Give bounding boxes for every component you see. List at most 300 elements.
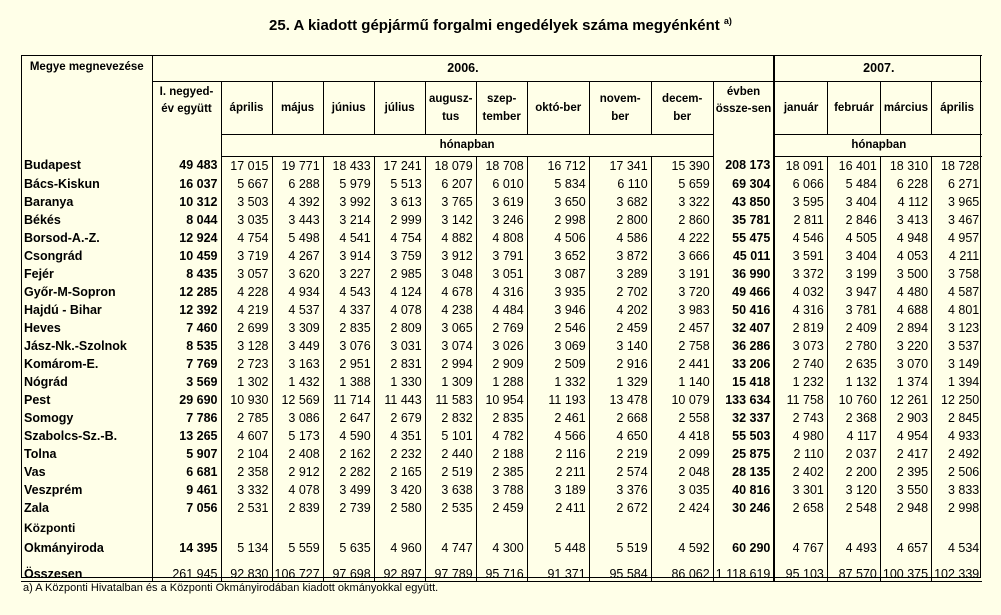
q1-value: 5 907: [152, 445, 221, 463]
month-value: 3 035: [651, 481, 713, 499]
month-value: 3 065: [425, 319, 476, 337]
month-value: 11 193: [527, 391, 589, 409]
month-value: 1 394: [932, 373, 983, 391]
month-value: 3 372: [774, 265, 827, 283]
month-value: 2 574: [589, 463, 651, 481]
county-name: Okmányiroda: [24, 540, 104, 555]
month-value: 18 079: [425, 156, 476, 175]
month-value: 3 914: [323, 247, 374, 265]
month-value: 3 449: [272, 337, 323, 355]
month-value: 2 200: [827, 463, 880, 481]
month-value: 2 282: [323, 463, 374, 481]
month-header-2007: március: [880, 82, 931, 135]
month-value: 4 767: [774, 535, 827, 555]
month-value: 2 951: [323, 355, 374, 373]
month-value: 2 835: [323, 319, 374, 337]
q1-value: 29 690: [152, 391, 221, 409]
month-value: 95 584: [589, 559, 651, 582]
month-value: 5 498: [272, 229, 323, 247]
month-value: 106 727: [272, 559, 323, 582]
table-row: [21, 427, 982, 445]
month-value: 2 835: [476, 409, 527, 427]
month-value: 2 417: [880, 445, 931, 463]
q1-value: 7 460: [152, 319, 221, 337]
month-value: 3 912: [425, 247, 476, 265]
office-label-row: [21, 517, 982, 535]
month-value: 92 830: [221, 559, 272, 582]
empty-cell: [374, 517, 425, 535]
table-row: [21, 319, 982, 337]
month-value: 3 149: [932, 355, 983, 373]
month-value: 2 845: [932, 409, 983, 427]
month-value: 4 541: [323, 229, 374, 247]
month-value: 2 457: [651, 319, 713, 337]
month-value: 4 211: [932, 247, 983, 265]
month-value: 4 808: [476, 229, 527, 247]
month-value: 2 165: [374, 463, 425, 481]
q1-value: 10 312: [152, 193, 221, 211]
month-value: 2 839: [272, 499, 323, 517]
month-value: 2 894: [880, 319, 931, 337]
month-value: 4 222: [651, 229, 713, 247]
q1-value: 49 483: [152, 156, 221, 175]
month-value: 2 832: [425, 409, 476, 427]
month-value: 6 288: [272, 175, 323, 193]
month-value: 3 666: [651, 247, 713, 265]
month-value: 3 120: [827, 481, 880, 499]
county-name: Komárom-E.: [24, 356, 99, 371]
month-value: 2 519: [425, 463, 476, 481]
month-value: 4 053: [880, 247, 931, 265]
empty-cell: [774, 517, 827, 535]
month-header-2006: május: [272, 82, 323, 135]
month-header-2006: szep-tember: [476, 82, 527, 135]
month-value: 4 590: [323, 427, 374, 445]
month-value: 3 199: [827, 265, 880, 283]
table-row: [21, 265, 982, 283]
month-value: 2 647: [323, 409, 374, 427]
month-value: 3 073: [774, 337, 827, 355]
month-value: 3 301: [774, 481, 827, 499]
month-value: 3 638: [425, 481, 476, 499]
empty-cell: [827, 517, 880, 535]
table-row: [21, 175, 982, 193]
month-value: 2 546: [527, 319, 589, 337]
q1-value: 7 056: [152, 499, 221, 517]
annual-value: 33 206: [713, 355, 774, 373]
month-value: 100 375: [880, 559, 931, 582]
month-value: 2 411: [527, 499, 589, 517]
month-value: 2 461: [527, 409, 589, 427]
month-value: 3 791: [476, 247, 527, 265]
month-value: 2 679: [374, 409, 425, 427]
month-value: 3 376: [589, 481, 651, 499]
county-name: Hajdú - Bihar: [24, 302, 102, 317]
month-value: 18 433: [323, 156, 374, 175]
month-value: 5 659: [651, 175, 713, 193]
month-value: 2 658: [774, 499, 827, 517]
month-value: 4 228: [221, 283, 272, 301]
month-value: 4 754: [374, 229, 425, 247]
month-value: 3 289: [589, 265, 651, 283]
month-value: 4 933: [932, 427, 983, 445]
empty-cell: [323, 517, 374, 535]
month-value: 2 909: [476, 355, 527, 373]
empty-cell: [425, 517, 476, 535]
month-value: 3 833: [932, 481, 983, 499]
month-value: 2 116: [527, 445, 589, 463]
registration-table: [21, 55, 982, 582]
month-value: 3 051: [476, 265, 527, 283]
empty-cell: [589, 517, 651, 535]
month-value: 2 441: [651, 355, 713, 373]
month-value: 4 117: [827, 427, 880, 445]
month-value: 6 271: [932, 175, 983, 193]
month-value: 4 032: [774, 283, 827, 301]
month-value: 18 708: [476, 156, 527, 175]
annual-value: 30 246: [713, 499, 774, 517]
month-value: 6 110: [589, 175, 651, 193]
month-value: 4 980: [774, 427, 827, 445]
month-value: 4 546: [774, 229, 827, 247]
month-value: 13 478: [589, 391, 651, 409]
q1-value: 12 285: [152, 283, 221, 301]
month-value: 18 310: [880, 156, 931, 175]
month-value: 2 916: [589, 355, 651, 373]
q1-header: I. negyed-év együtt: [152, 82, 221, 157]
month-value: 3 035: [221, 211, 272, 229]
month-value: 2 037: [827, 445, 880, 463]
month-value: 2 395: [880, 463, 931, 481]
month-value: 2 535: [425, 499, 476, 517]
month-value: 2 558: [651, 409, 713, 427]
month-value: 4 957: [932, 229, 983, 247]
month-value: 5 667: [221, 175, 272, 193]
month-header-2006: augusz-tus: [425, 82, 476, 135]
month-value: 3 128: [221, 337, 272, 355]
month-value: 2 219: [589, 445, 651, 463]
month-value: 6 207: [425, 175, 476, 193]
month-value: 4 607: [221, 427, 272, 445]
month-value: 3 500: [880, 265, 931, 283]
annual-value: 55 475: [713, 229, 774, 247]
month-value: 5 979: [323, 175, 374, 193]
month-value: 17 341: [589, 156, 651, 175]
month-value: 3 026: [476, 337, 527, 355]
month-value: 6 066: [774, 175, 827, 193]
month-value: 3 443: [272, 211, 323, 229]
month-value: 3 965: [932, 193, 983, 211]
month-value: 1 132: [827, 373, 880, 391]
month-header-2006: április: [221, 82, 272, 135]
month-value: 5 101: [425, 427, 476, 445]
month-value: 10 930: [221, 391, 272, 409]
monthly-label-2007: hónapban: [774, 135, 982, 156]
month-value: 3 788: [476, 481, 527, 499]
month-value: 92 897: [374, 559, 425, 582]
month-value: 3 720: [651, 283, 713, 301]
month-value: 3 946: [527, 301, 589, 319]
annual-value: 50 416: [713, 301, 774, 319]
month-value: 2 580: [374, 499, 425, 517]
month-value: 2 048: [651, 463, 713, 481]
month-value: 1 288: [476, 373, 527, 391]
month-value: 1 329: [589, 373, 651, 391]
month-value: 3 076: [323, 337, 374, 355]
month-value: 12 250: [932, 391, 983, 409]
month-value: 4 267: [272, 247, 323, 265]
month-value: 2 769: [476, 319, 527, 337]
month-value: 3 048: [425, 265, 476, 283]
month-value: 1 302: [221, 373, 272, 391]
month-value: 3 719: [221, 247, 272, 265]
month-value: 16 712: [527, 156, 589, 175]
month-value: 3 650: [527, 193, 589, 211]
month-value: 4 202: [589, 301, 651, 319]
month-value: 2 440: [425, 445, 476, 463]
month-value: 16 401: [827, 156, 880, 175]
month-value: 2 758: [651, 337, 713, 355]
month-value: 3 682: [589, 193, 651, 211]
month-value: 2 780: [827, 337, 880, 355]
empty-cell: [932, 517, 983, 535]
annual-value: 60 290: [713, 535, 774, 555]
q1-value: 8 535: [152, 337, 221, 355]
month-value: 4 754: [221, 229, 272, 247]
month-value: 4 934: [272, 283, 323, 301]
annual-value: 28 135: [713, 463, 774, 481]
month-value: 2 162: [323, 445, 374, 463]
month-value: 3 140: [589, 337, 651, 355]
empty-cell: [527, 517, 589, 535]
month-value: 3 595: [774, 193, 827, 211]
q1-value: 7 769: [152, 355, 221, 373]
month-value: 4 316: [774, 301, 827, 319]
month-value: 1 432: [272, 373, 323, 391]
month-value: 2 811: [774, 211, 827, 229]
month-value: 3 619: [476, 193, 527, 211]
month-value: 3 613: [374, 193, 425, 211]
q1-value: 9 461: [152, 481, 221, 499]
month-value: 4 219: [221, 301, 272, 319]
month-value: 11 443: [374, 391, 425, 409]
month-value: 2 903: [880, 409, 931, 427]
month-value: 4 587: [932, 283, 983, 301]
empty-cell: [152, 517, 221, 535]
month-value: 2 424: [651, 499, 713, 517]
month-value: 3 309: [272, 319, 323, 337]
month-value: 4 484: [476, 301, 527, 319]
month-value: 3 163: [272, 355, 323, 373]
county-name: Borsod-A.-Z.: [24, 230, 100, 245]
q1-value: 13 265: [152, 427, 221, 445]
table-row: [21, 211, 982, 229]
q1-value: 7 786: [152, 409, 221, 427]
month-value: 3 191: [651, 265, 713, 283]
county-name: Jász-Nk.-Szolnok: [24, 338, 127, 353]
table-row: [21, 445, 982, 463]
month-value: 4 543: [323, 283, 374, 301]
month-value: 1 309: [425, 373, 476, 391]
table-row: [21, 373, 982, 391]
county-name: Bács-Kiskun: [24, 176, 100, 191]
month-value: 4 112: [880, 193, 931, 211]
month-value: 95 716: [476, 559, 527, 582]
month-value: 3 220: [880, 337, 931, 355]
month-header-2006: novem-ber: [589, 82, 651, 135]
title-note: a): [723, 16, 732, 26]
month-value: 3 142: [425, 211, 476, 229]
month-value: 2 809: [374, 319, 425, 337]
month-value: 2 548: [827, 499, 880, 517]
month-header-2006: októ-ber: [527, 82, 589, 135]
annual-value: 35 781: [713, 211, 774, 229]
annual-value: 40 816: [713, 481, 774, 499]
month-value: 3 332: [221, 481, 272, 499]
empty-cell: [476, 517, 527, 535]
month-value: 4 537: [272, 301, 323, 319]
q1-value: 6 681: [152, 463, 221, 481]
month-value: 97 789: [425, 559, 476, 582]
month-value: 3 947: [827, 283, 880, 301]
county-name: Vas: [24, 464, 46, 479]
month-value: 3 620: [272, 265, 323, 283]
annual-value: 32 337: [713, 409, 774, 427]
empty-cell: [221, 517, 272, 535]
month-value: 4 124: [374, 283, 425, 301]
month-value: 4 586: [589, 229, 651, 247]
month-value: 4 480: [880, 283, 931, 301]
month-value: 3 031: [374, 337, 425, 355]
month-value: 2 459: [589, 319, 651, 337]
month-value: 6 010: [476, 175, 527, 193]
month-value: 11 583: [425, 391, 476, 409]
month-value: 1 232: [774, 373, 827, 391]
month-value: 5 635: [323, 535, 374, 555]
month-value: 2 099: [651, 445, 713, 463]
table-row: [21, 247, 982, 265]
table-row: [21, 463, 982, 481]
empty-cell: [713, 517, 774, 535]
empty-cell: [272, 517, 323, 535]
month-value: 2 459: [476, 499, 527, 517]
county-column-header: Megye megnevezése: [21, 56, 152, 157]
month-value: 2 999: [374, 211, 425, 229]
month-header-2006: június: [323, 82, 374, 135]
annual-value: 49 466: [713, 283, 774, 301]
month-value: 2 492: [932, 445, 983, 463]
month-value: 2 912: [272, 463, 323, 481]
month-value: 2 668: [589, 409, 651, 427]
month-value: 4 650: [589, 427, 651, 445]
month-value: 5 519: [589, 535, 651, 555]
empty-cell: [651, 517, 713, 535]
month-value: 2 385: [476, 463, 527, 481]
month-value: 3 872: [589, 247, 651, 265]
month-value: 3 765: [425, 193, 476, 211]
month-value: 2 998: [527, 211, 589, 229]
month-value: 95 103: [774, 559, 827, 582]
county-name: Baranya: [24, 194, 74, 209]
annual-value: 15 418: [713, 373, 774, 391]
month-value: 2 531: [221, 499, 272, 517]
month-value: 2 188: [476, 445, 527, 463]
month-value: 2 672: [589, 499, 651, 517]
month-value: 3 503: [221, 193, 272, 211]
month-value: 10 954: [476, 391, 527, 409]
month-value: 2 723: [221, 355, 272, 373]
month-header-2007: február: [827, 82, 880, 135]
month-value: 4 948: [880, 229, 931, 247]
month-value: 2 368: [827, 409, 880, 427]
annual-value: 25 875: [713, 445, 774, 463]
annual-value: 45 011: [713, 247, 774, 265]
month-value: 2 998: [932, 499, 983, 517]
month-value: 3 759: [374, 247, 425, 265]
empty-cell: [880, 517, 931, 535]
month-value: 2 509: [527, 355, 589, 373]
month-value: 2 740: [774, 355, 827, 373]
month-value: 2 402: [774, 463, 827, 481]
month-value: 2 409: [827, 319, 880, 337]
month-value: 86 062: [651, 559, 713, 582]
month-value: 10 760: [827, 391, 880, 409]
q1-value: 12 924: [152, 229, 221, 247]
month-value: 4 078: [272, 481, 323, 499]
month-value: 1 374: [880, 373, 931, 391]
annual-value: 36 286: [713, 337, 774, 355]
annual-total-header: évben össze-sen: [713, 82, 774, 157]
footnote: a) A Központi Hivatalban és a Központi Okmányirodában kiadott okmányokkal együtt.: [23, 582, 439, 594]
county-name: Győr-M-Sopron: [24, 284, 116, 299]
month-value: 17 015: [221, 156, 272, 175]
month-value: 3 086: [272, 409, 323, 427]
month-value: 11 714: [323, 391, 374, 409]
month-value: 3 781: [827, 301, 880, 319]
month-value: 1 140: [651, 373, 713, 391]
month-value: 4 392: [272, 193, 323, 211]
month-value: 2 743: [774, 409, 827, 427]
month-value: 3 935: [527, 283, 589, 301]
month-value: 2 232: [374, 445, 425, 463]
county-name: Veszprém: [24, 482, 83, 497]
table-row: [21, 499, 982, 517]
month-value: 3 992: [323, 193, 374, 211]
month-value: 5 513: [374, 175, 425, 193]
month-header-2006: július: [374, 82, 425, 135]
q1-value: 16 037: [152, 175, 221, 193]
month-value: 12 569: [272, 391, 323, 409]
month-value: 5 834: [527, 175, 589, 193]
month-value: 1 332: [527, 373, 589, 391]
month-value: 4 882: [425, 229, 476, 247]
month-value: 4 657: [880, 535, 931, 555]
county-name: Tolna: [24, 446, 57, 461]
annual-value: 1 118 619: [713, 559, 774, 582]
table-row: [21, 283, 982, 301]
table-row: [21, 301, 982, 319]
month-value: 5 173: [272, 427, 323, 445]
month-value: 3 322: [651, 193, 713, 211]
month-value: 1 388: [323, 373, 374, 391]
month-value: 4 566: [527, 427, 589, 445]
annual-value: 208 173: [713, 156, 774, 175]
monthly-label-2006: hónapban: [221, 135, 713, 156]
month-value: 11 758: [774, 391, 827, 409]
month-value: 5 559: [272, 535, 323, 555]
month-value: 3 214: [323, 211, 374, 229]
month-value: 18 728: [932, 156, 983, 175]
